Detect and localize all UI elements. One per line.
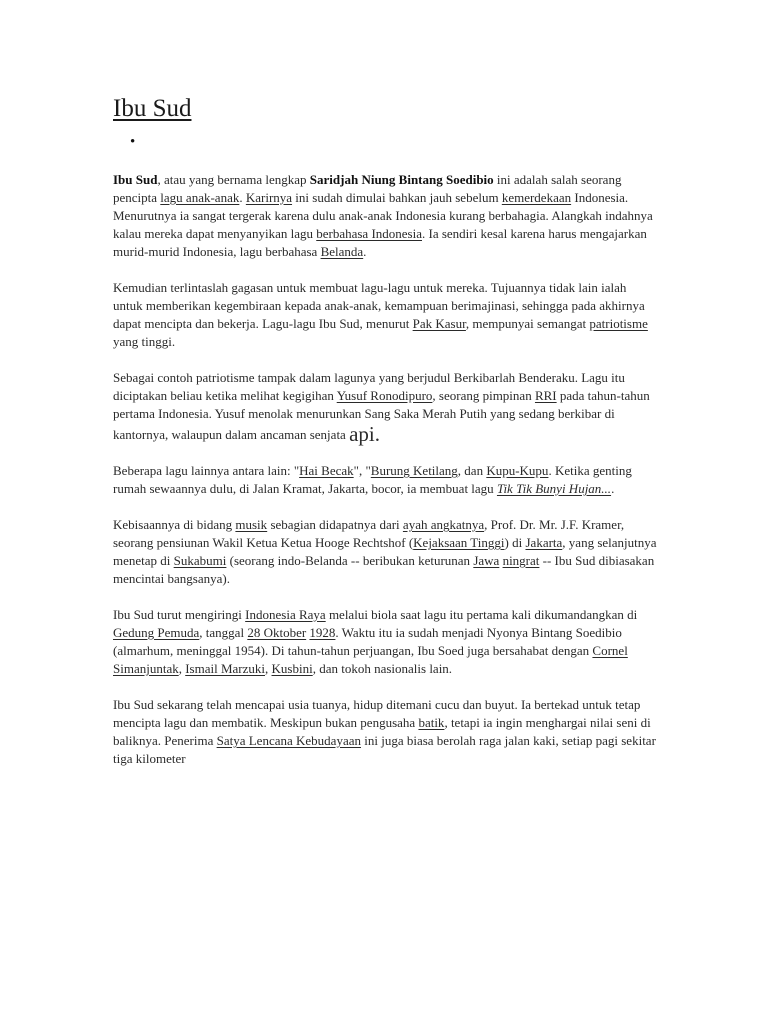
link-hai-becak[interactable]: Hai Becak — [299, 463, 354, 478]
link-28-oktober[interactable]: 28 Oktober — [247, 625, 307, 640]
link-karirnya[interactable]: Karirnya — [245, 190, 293, 205]
link-satya-lencana-kebudayaan[interactable]: Satya Lencana Kebudayaan — [216, 733, 361, 748]
link-sukabumi[interactable]: Sukabumi — [173, 553, 227, 568]
link-kupu-kupu[interactable]: Kupu-Kupu — [486, 463, 549, 478]
link-patriotisme[interactable]: patriotisme — [589, 316, 648, 331]
empty-bullet: • — [130, 134, 136, 150]
subject-name: Ibu Sud — [113, 172, 158, 187]
paragraph-1: Ibu Sud, atau yang bernama lengkap Saridjah Niung Bintang Soedibio ini adalah salah seorang pencipta lagu anak-anak. Karirnya ini sudah dimulai bahkan jauh sebelum kemerdekaan Indonesia. Menurutnya ia sangat tergerak karena dulu anak-anak Indonesia kurang berbahagia. Alangkah indahnya kalau mereka dapat menyanyikan lagu berbahasa Indonesia. Ia sendiri kesal karena harus mengajarkan murid-murid Indonesia, lagu berbahasa Belanda. — [113, 172, 653, 259]
link-gedung-pemuda[interactable]: Gedung Pemuda — [113, 625, 200, 640]
page-title: Ibu Sud — [113, 95, 192, 122]
link-yusuf-ronodipuro[interactable]: Yusuf Ronodipuro — [336, 388, 433, 403]
paragraph-6: Ibu Sud turut mengiringi Indonesia Raya melalui biola saat lagu itu pertama kali dikumandangkan di Gedung Pemuda, tanggal 28 Oktober 1928. Waktu itu ia sudah menjadi Nyonya Bintang Soedibio (almarhum, meninggal 1954). Di tahun-tahun perjuangan, Ibu Soed juga bersahabat dengan Cornel Simanjuntak, Ismail Marzuki, Kusbini, dan tokoh nasionalis lain. — [113, 607, 638, 676]
link-batik[interactable]: batik — [418, 715, 445, 730]
link-burung-ketilang[interactable]: Burung Ketilang — [370, 463, 458, 478]
link-lagu-anak-anak[interactable]: lagu anak-anak — [160, 190, 240, 205]
paragraph-2: Kemudian terlintaslah gagasan untuk membuat lagu-lagu untuk mereka. Tujuannya tidak lain ialah untuk memberikan kegembiraan kepada anak-anak, kemampuan berimajinasi, sehingga pada akhirnya dapat mencipta dan bekerja. Lagu-lagu Ibu Sud, menurut Pak Kasur, mempunyai semangat patriotisme yang tinggi. — [113, 280, 648, 349]
link-indonesia-raya[interactable]: Indonesia Raya — [245, 607, 326, 622]
article-body — [113, 171, 658, 786]
link-jakarta[interactable]: Jakarta — [525, 535, 563, 550]
link-jawa[interactable]: Jawa — [473, 553, 500, 568]
link-musik[interactable]: musik — [235, 517, 268, 532]
full-name: Saridjah Niung Bintang Soedibio — [309, 172, 494, 187]
link-ningrat[interactable]: ningrat — [502, 553, 540, 568]
link-rri[interactable]: RRI — [534, 388, 557, 403]
link-cornel-simanjuntak[interactable]: Cornel Simanjuntak — [113, 643, 628, 676]
paragraph-3: Sebagai contoh patriotisme tampak dalam lagunya yang berjudul Berkibarlah Benderaku. Lagu itu diciptakan beliau ketika melihat kegigihan Yusuf Ronodipuro, seorang pimpinan RRI pada tahun-tahun pertama Indonesia. Yusuf menolak menurunkan Sang Saka Merah Putih yang sedang berkibar di kantornya, walaupun dalam ancaman senjata api. — [113, 370, 650, 446]
link-pak-kasur[interactable]: Pak Kasur — [412, 316, 466, 331]
link-kejaksaan-tinggi[interactable]: Kejaksaan Tinggi — [413, 535, 505, 550]
link-kusbini[interactable]: Kusbini — [271, 661, 313, 676]
large-text-api: api. — [349, 422, 380, 446]
paragraph-5: Kebisaannya di bidang musik sebagian didapatnya dari ayah angkatnya, Prof. Dr. Mr. J.F. Kramer, seorang pensiunan Wakil Ketua Ketua Hooge Rechtshof (Kejaksaan Tinggi) di Jakarta, yang selanjutnya menetap di Sukabumi (seorang indo-Belanda -- beribukan keturunan Jawa ningrat -- Ibu Sud dibiasakan mencintai bangsanya). — [113, 517, 657, 586]
link-kemerdekaan[interactable]: kemerdekaan — [501, 190, 572, 205]
paragraph-7: Ibu Sud sekarang telah mencapai usia tuanya, hidup ditemani cucu dan buyut. Ia bertekad untuk tetap mencipta lagu dan membatik. Meskipun bukan pengusaha batik, tetapi ia ingin menghargai nilai seni di baliknya. Penerima Satya Lencana Kebudayaan ini juga biasa berolah raga jalan kaki, setiap pagi sekitar tiga kilometer — [113, 697, 656, 766]
link-ayah-angkatnya[interactable]: ayah angkatnya — [402, 517, 485, 532]
link-ismail-marzuki[interactable]: Ismail Marzuki — [185, 661, 266, 676]
link-tik-tik-bunyi-hujan[interactable]: Tik Tik Bunyi Hujan... — [496, 481, 612, 496]
paragraph-4: Beberapa lagu lainnya antara lain: "Hai Becak", "Burung Ketilang, dan Kupu-Kupu. Ketika genting rumah sewaannya dulu, di Jalan Kramat, Jakarta, bocor, ia membuat lagu Tik Tik Bunyi Hujan.... — [113, 463, 632, 496]
link-belanda[interactable]: Belanda — [320, 244, 364, 259]
link-berbahasa-indonesia[interactable]: berbahasa Indonesia — [316, 226, 422, 241]
link-1928[interactable]: 1928 — [309, 625, 336, 640]
